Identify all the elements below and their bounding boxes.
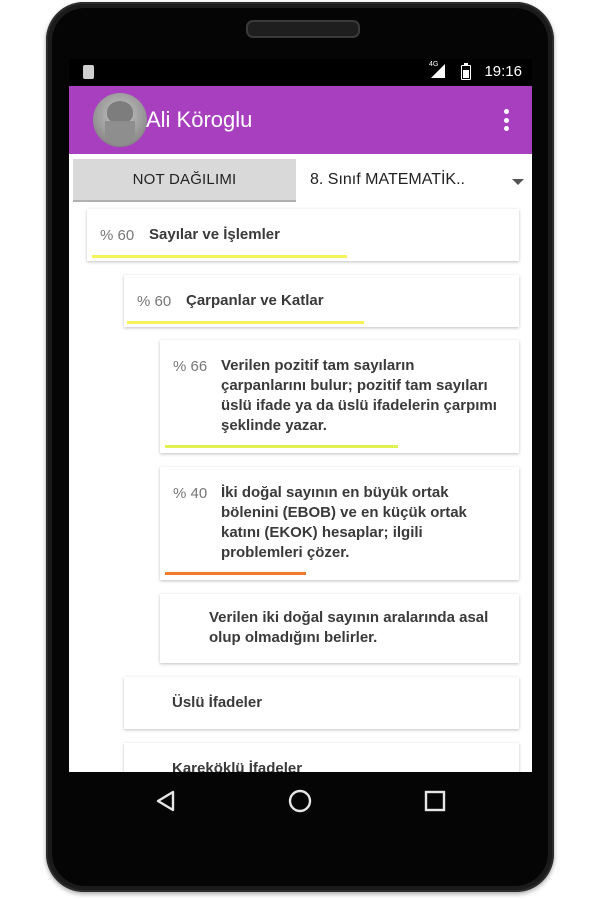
content-area	[69, 154, 532, 772]
status-bar	[69, 59, 532, 86]
battery-icon	[461, 65, 471, 80]
list-item-carpanlar[interactable]	[124, 275, 519, 327]
home-icon[interactable]	[287, 788, 313, 814]
class-select-value: 8. Sınıf MATEMATİK..	[310, 171, 465, 188]
list-item-aralarinda-asal[interactable]	[160, 594, 519, 663]
item-label: Sayılar ve İşlemler	[149, 226, 280, 243]
sd-card-icon	[83, 65, 94, 79]
list-item-sayilar[interactable]	[87, 209, 519, 261]
list-item-karekoklu-ifadeler[interactable]	[124, 743, 519, 772]
app-toolbar	[69, 86, 532, 154]
item-label: Kareköklü İfadeler	[172, 760, 303, 772]
progress-bar	[165, 445, 398, 448]
back-icon[interactable]	[154, 789, 178, 813]
progress-bar	[127, 321, 364, 324]
phone-speaker	[246, 20, 360, 38]
signal-icon	[431, 64, 445, 78]
item-label: Verilen pozitif tam sayıların çarpanlarını bulur; pozitif tam sayıları üslü ifade ya da üslü ifadelerin çarpımı şeklinde yazar.	[221, 357, 497, 434]
not-dagilimi-button[interactable]: NOT DAĞILIMI	[73, 159, 296, 202]
overflow-menu-icon[interactable]	[504, 109, 510, 131]
dropdown-arrow-icon	[512, 179, 524, 185]
item-percent: % 66	[173, 358, 208, 375]
status-time: 19:16	[484, 63, 522, 80]
recents-icon[interactable]	[424, 790, 446, 812]
item-percent: % 40	[173, 485, 208, 502]
list-item-uslu-ifadeler[interactable]	[124, 677, 519, 729]
item-label: İki doğal sayının en büyük ortak bölenini (EBOB) ve en küçük ortak katını (EKOK) hesaplar; ilgili problemleri çözer.	[221, 484, 467, 561]
item-label: Üslü İfadeler	[172, 694, 263, 711]
list-item-ebob-ekok[interactable]	[160, 467, 519, 580]
user-name-title: Ali Köroglu	[146, 107, 253, 132]
network-type: 4G	[429, 61, 439, 68]
item-label: Çarpanlar ve Katlar	[186, 292, 324, 309]
avatar[interactable]	[93, 93, 147, 147]
progress-bar	[92, 255, 347, 258]
item-percent: % 60	[137, 293, 172, 310]
item-percent: % 60	[100, 227, 135, 244]
class-select[interactable]	[296, 159, 532, 202]
progress-bar	[165, 572, 306, 575]
app-screen	[69, 59, 532, 772]
item-label: Verilen iki doğal sayının aralarında asal olup olmadığını belirler.	[209, 609, 489, 646]
list-item-pozitif-tam-sayilar[interactable]	[160, 340, 519, 453]
